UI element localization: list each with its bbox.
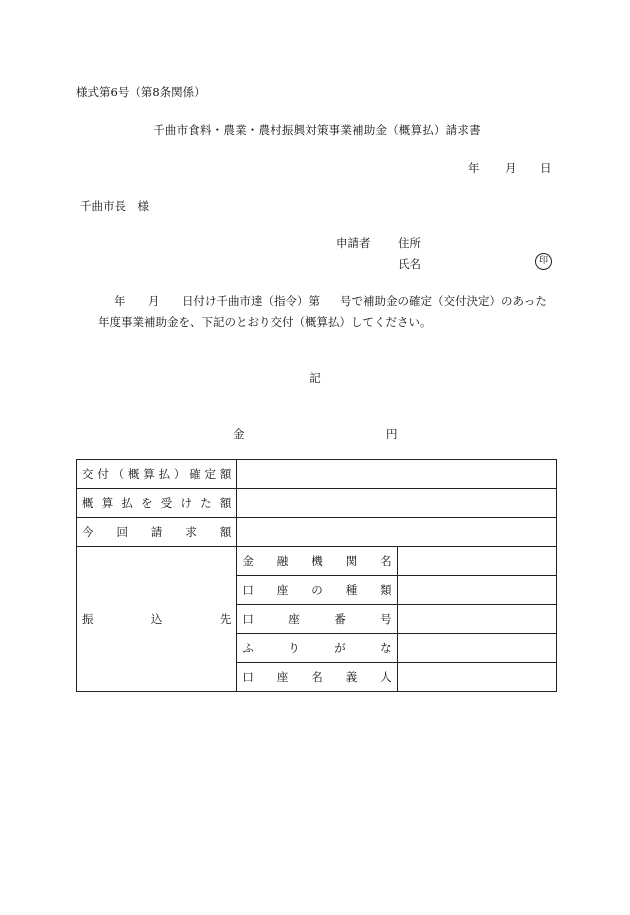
label-char: 算 bbox=[101, 496, 114, 510]
label-char: 座 bbox=[288, 612, 300, 626]
label-char: 号 bbox=[380, 612, 392, 626]
request-amount-field[interactable] bbox=[237, 518, 557, 547]
label-char: 先 bbox=[219, 612, 232, 626]
label-char: ふ bbox=[242, 641, 254, 655]
row-label bbox=[77, 518, 237, 547]
label-char: 今 bbox=[82, 525, 94, 539]
row-label bbox=[77, 489, 237, 518]
body-line-2: 年度事業補助金を、下記のとおり交付（概算払）してください。 bbox=[98, 315, 432, 329]
justified-label bbox=[77, 466, 236, 482]
label-char: 請 bbox=[150, 525, 163, 539]
label-char: を bbox=[141, 496, 153, 510]
account-type-field[interactable] bbox=[397, 576, 556, 605]
label-char: 払 bbox=[121, 496, 133, 510]
account-number-field[interactable] bbox=[397, 605, 556, 634]
label-char: 関 bbox=[345, 554, 358, 568]
label-char: 定 bbox=[204, 467, 216, 481]
justified-label bbox=[237, 582, 396, 598]
row-label bbox=[77, 460, 237, 489]
body-year: 年 bbox=[114, 294, 126, 308]
name-label: 氏名 bbox=[398, 257, 421, 271]
applicant-label: 申請者 bbox=[336, 236, 371, 250]
label-char: 義 bbox=[345, 670, 358, 684]
amount-yen: 円 bbox=[386, 427, 398, 441]
label-char: 額 bbox=[219, 467, 232, 481]
label-char: 額 bbox=[219, 496, 232, 510]
label-char: 回 bbox=[116, 525, 128, 539]
label-char: 算 bbox=[143, 467, 155, 481]
table-row bbox=[77, 547, 557, 576]
request-table bbox=[76, 459, 557, 692]
sub-label bbox=[237, 634, 397, 663]
label-char: 口 bbox=[242, 670, 254, 684]
amount-kin: 金 bbox=[233, 427, 245, 441]
label-char: の bbox=[311, 583, 323, 597]
label-char: 付 bbox=[97, 467, 109, 481]
confirmed-amount-field[interactable] bbox=[237, 460, 557, 489]
date-month: 月 bbox=[505, 161, 517, 175]
seal-mark: 印 bbox=[535, 253, 552, 270]
sub-label bbox=[237, 547, 397, 576]
date-year: 年 bbox=[468, 161, 480, 175]
label-char: 名 bbox=[380, 554, 392, 568]
table-row bbox=[77, 460, 557, 489]
addressee: 千曲市長 様 bbox=[80, 199, 149, 213]
label-char: 融 bbox=[276, 554, 289, 568]
label-char: が bbox=[334, 641, 346, 655]
label-char: 振 bbox=[82, 612, 94, 626]
date-day: 日 bbox=[540, 161, 552, 175]
ki-heading: 記 bbox=[309, 371, 321, 385]
table-row bbox=[77, 518, 557, 547]
label-char: （ bbox=[112, 467, 125, 481]
label-char: 金 bbox=[242, 554, 254, 568]
justified-label bbox=[237, 553, 396, 569]
label-char: け bbox=[180, 496, 192, 510]
label-char: 番 bbox=[334, 612, 346, 626]
label-char: た bbox=[200, 496, 212, 510]
label-char: 名 bbox=[311, 670, 323, 684]
label-char: 確 bbox=[189, 467, 201, 481]
label-char: 種 bbox=[345, 583, 358, 597]
label-char: 込 bbox=[150, 612, 163, 626]
justified-label bbox=[77, 611, 236, 627]
sub-label bbox=[237, 605, 397, 634]
label-char: ） bbox=[173, 467, 186, 481]
label-char: 受 bbox=[160, 496, 173, 510]
label-char: 概 bbox=[82, 496, 94, 510]
label-char: な bbox=[380, 641, 392, 655]
account-holder-field[interactable] bbox=[397, 663, 556, 692]
label-char: 払 bbox=[158, 467, 171, 481]
label-char: 座 bbox=[276, 670, 289, 684]
received-amount-field[interactable] bbox=[237, 489, 557, 518]
justified-label bbox=[237, 611, 396, 627]
justified-label bbox=[77, 495, 236, 511]
label-char: 人 bbox=[380, 670, 392, 684]
sub-label bbox=[237, 576, 397, 605]
body-month: 月 bbox=[148, 294, 160, 308]
label-char: 口 bbox=[242, 612, 254, 626]
body-day-notice: 日付け千曲市達（指令）第 bbox=[182, 294, 320, 308]
justified-label bbox=[77, 524, 236, 540]
document-title: 千曲市食料・農業・農村振興対策事業補助金（概算払）請求書 bbox=[153, 123, 481, 137]
justified-label bbox=[237, 640, 396, 656]
transfer-label bbox=[77, 547, 237, 692]
label-char: 概 bbox=[127, 467, 140, 481]
label-char: 機 bbox=[311, 554, 323, 568]
form-number: 様式第6号（第8条関係） bbox=[76, 85, 206, 99]
body-number-clause: 号で補助金の確定（交付決定）のあった bbox=[340, 294, 547, 308]
justified-label bbox=[237, 669, 396, 685]
label-char: 交 bbox=[82, 467, 94, 481]
label-char: 類 bbox=[380, 583, 392, 597]
address-label: 住所 bbox=[398, 236, 421, 250]
label-char: り bbox=[288, 641, 300, 655]
table-row bbox=[77, 489, 557, 518]
furigana-field[interactable] bbox=[397, 634, 556, 663]
label-char: 口 bbox=[242, 583, 254, 597]
label-char: 座 bbox=[276, 583, 289, 597]
bank-name-field[interactable] bbox=[397, 547, 556, 576]
label-char: 額 bbox=[219, 525, 232, 539]
label-char: 求 bbox=[185, 525, 197, 539]
sub-label bbox=[237, 663, 397, 692]
